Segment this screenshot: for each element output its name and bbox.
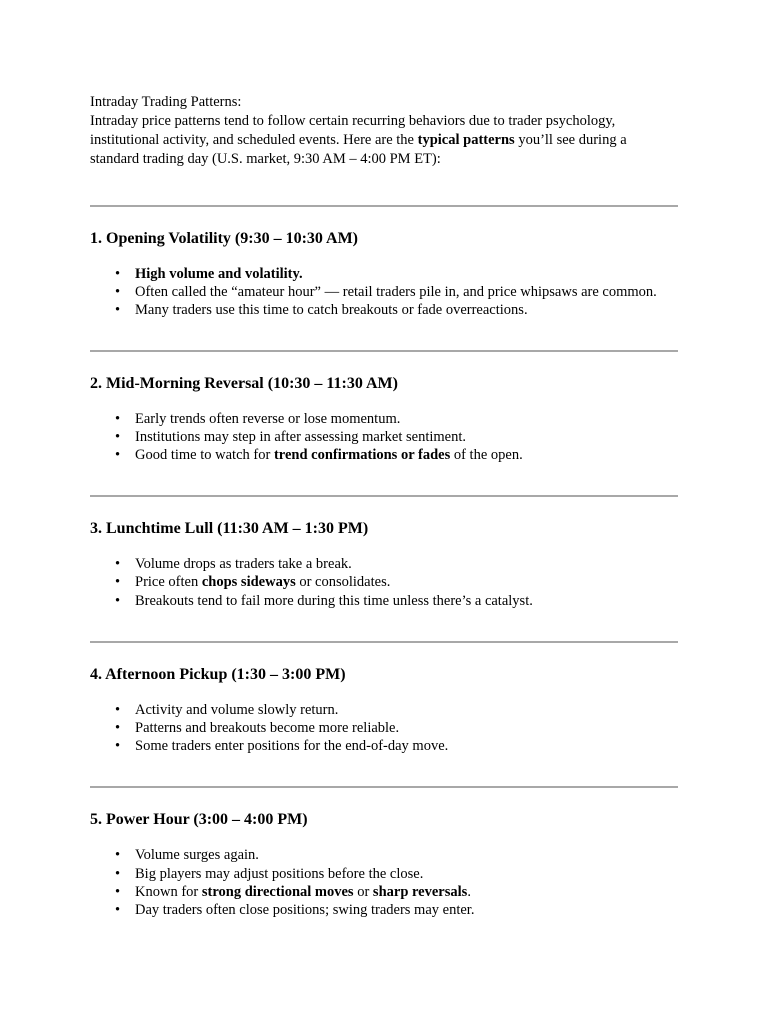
text-run: or consolidates.: [295, 574, 391, 591]
bullet-icon: •: [115, 720, 121, 737]
list-item: [115, 865, 680, 883]
intro-line-3: [90, 150, 680, 169]
list-item: [115, 265, 680, 283]
text-run: Breakouts tend to fail more during this time unless there’s a catalyst.: [135, 592, 533, 609]
text-run: Institutions may step in after assessing market sentiment.: [135, 428, 467, 445]
text-run: Volume drops as traders take a break.: [135, 556, 352, 573]
bullet-list: [90, 555, 680, 610]
section-divider: [90, 641, 678, 643]
text-run: Known for: [135, 883, 202, 900]
bullet-icon: •: [115, 701, 121, 718]
text-run: Many traders use this time to catch breakouts or fade overreactions.: [135, 302, 528, 319]
list-item: [115, 592, 680, 610]
section-divider: [90, 786, 678, 788]
bold-text: strong directional moves: [201, 883, 354, 900]
bullet-icon: •: [115, 847, 121, 864]
text-run: Activity and volume slowly return.: [135, 701, 339, 718]
section-title: 1. Opening Volatility (9:30 – 10:30 AM): [90, 230, 359, 247]
list-item: [115, 410, 680, 428]
intro-heading: Intraday Trading Patterns:: [90, 94, 242, 110]
text-run: Often called the “amateur hour” — retail traders pile in, and price whipsaws are common.: [135, 284, 657, 301]
document-page: [90, 93, 680, 919]
bullet-icon: •: [115, 284, 121, 301]
sections-container: [90, 205, 680, 919]
list-item: [115, 573, 680, 591]
section-1: [90, 229, 680, 320]
bold-text: typical patterns: [417, 132, 515, 148]
section-divider: [90, 495, 678, 497]
bullet-list: [90, 265, 680, 320]
text-run: of the open.: [450, 447, 523, 464]
list-item: [115, 846, 680, 864]
bold-text: sharp reversals: [372, 883, 468, 900]
list-item: [115, 446, 680, 464]
bullet-icon: •: [115, 556, 121, 573]
text-run: Good time to watch for: [135, 447, 274, 464]
bullet-icon: •: [115, 738, 121, 755]
text-run: Patterns and breakouts become more reliable.: [135, 720, 400, 737]
bold-text: chops sideways: [201, 574, 296, 591]
section-5: [90, 810, 680, 919]
bullet-list: [90, 846, 680, 919]
section-title: 2. Mid-Morning Reversal (10:30 – 11:30 AM): [90, 374, 398, 392]
list-item: [115, 883, 680, 901]
list-item: [115, 737, 680, 755]
list-item: [115, 555, 680, 573]
bullet-icon: •: [115, 865, 121, 882]
text-run: Early trends often reverse or lose momentum.: [135, 410, 401, 427]
bullet-list: [90, 410, 680, 465]
section-divider: [90, 350, 678, 352]
list-item: [115, 283, 680, 301]
bold-text: trend confirmations or fades: [273, 447, 451, 464]
list-item: [115, 719, 680, 737]
section-4: [90, 665, 680, 756]
intro-line-1: [90, 112, 680, 131]
bullet-icon: •: [115, 592, 121, 609]
bullet-icon: •: [115, 266, 121, 282]
section-2: [90, 374, 680, 465]
bullet-icon: •: [115, 302, 121, 319]
list-item: [115, 701, 680, 719]
list-item: [115, 428, 680, 446]
text-run: Big players may adjust positions before the close.: [135, 865, 424, 882]
bullet-icon: •: [115, 447, 121, 464]
text-run: you’ll see during a: [514, 132, 627, 148]
list-item: [115, 301, 680, 319]
section-title: 4. Afternoon Pickup (1:30 – 3:00 PM): [90, 665, 346, 683]
list-item: [115, 901, 680, 919]
section-title: 3. Lunchtime Lull (11:30 AM – 1:30 PM): [90, 520, 369, 538]
section-title: 5. Power Hour (3:00 – 4:00 PM): [90, 811, 308, 829]
bullet-icon: •: [115, 410, 121, 427]
text-run: Day traders often close positions; swing traders may enter.: [135, 902, 475, 919]
text-run: Volume surges again.: [135, 847, 259, 864]
intro-line-2: [90, 131, 680, 150]
text-run: Price often: [135, 574, 202, 591]
text-run: institutional activity, and scheduled events. Here are the: [90, 132, 418, 148]
section-3: [90, 519, 680, 610]
bullet-icon: •: [115, 428, 121, 445]
text-run: or: [353, 883, 373, 900]
bullet-icon: •: [115, 902, 121, 919]
text-run: standard trading day (U.S. market, 9:30 AM – 4:00 PM ET):: [90, 151, 441, 167]
bold-text: High volume and volatility.: [135, 266, 303, 282]
intro-block: [90, 93, 680, 169]
section-divider: [90, 205, 678, 207]
bullet-icon: •: [115, 574, 121, 591]
text-run: Intraday price patterns tend to follow certain recurring behaviors due to trader psychology,: [90, 113, 616, 129]
text-run: Some traders enter positions for the end-of-day move.: [135, 738, 449, 755]
bullet-list: [90, 701, 680, 756]
bullet-icon: •: [115, 883, 121, 900]
text-run: .: [467, 883, 471, 900]
